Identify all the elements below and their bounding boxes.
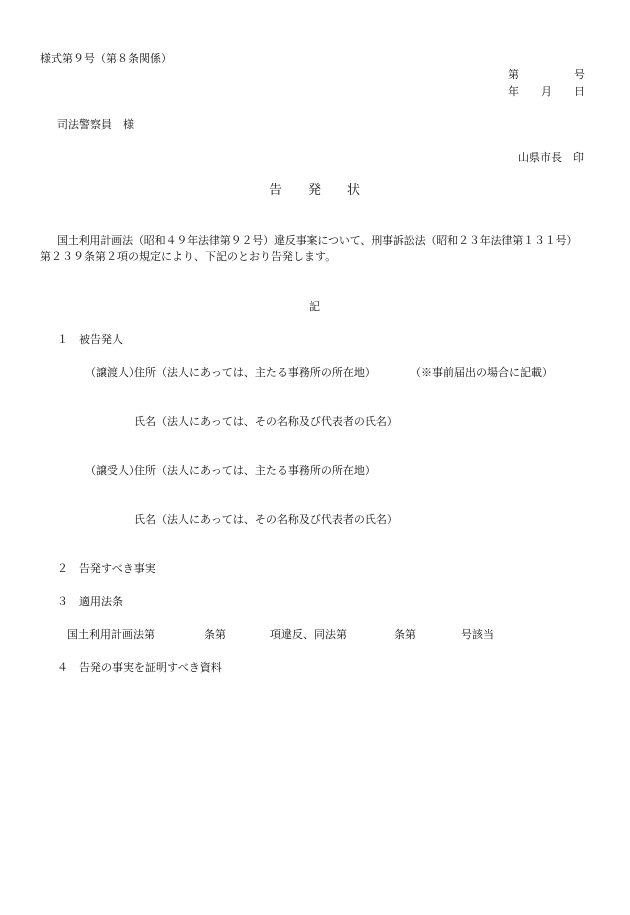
- ki-heading: 記: [309, 300, 320, 313]
- addressee: 司法警察員 様: [57, 118, 134, 131]
- issuer: 山県市長 印: [518, 151, 584, 164]
- transferor-address-label: 住所（法人にあっては、主たる事務所の所在地）: [134, 366, 376, 379]
- doc-number-prefix: 第: [508, 68, 519, 81]
- body-line-1: 国土利用計画法（昭和４９年法律第９２号）違反事案について、刑事訴訟法（昭和２３年法律第１３１号）: [57, 234, 578, 247]
- law-part-1: 国土利用計画法第: [67, 628, 155, 641]
- transferor-name-label: 氏名（法人にあっては、その名称及び代表者の氏名）: [134, 415, 398, 428]
- doc-number-suffix: 号: [574, 68, 585, 81]
- transferor-note: （※事前届出の場合に記載）: [410, 366, 553, 379]
- law-part-4: 条第: [394, 628, 416, 641]
- document-title: 告 発 状: [269, 183, 361, 198]
- section4-label: ４ 告発の事実を証明すべき資料: [57, 661, 222, 674]
- date-month: 月: [541, 85, 552, 98]
- transferee-name-label: 氏名（法人にあっては、その名称及び代表者の氏名）: [134, 513, 398, 526]
- section2-label: ２ 告発すべき事実: [57, 562, 156, 575]
- date-year: 年: [508, 85, 519, 98]
- section1-label: １ 被告発人: [57, 333, 123, 346]
- section3-label: ３ 適用法条: [57, 595, 123, 608]
- form-label: 様式第９号（第８条関係）: [40, 52, 172, 65]
- date-day: 日: [574, 85, 585, 98]
- transferee-address-label: 住所（法人にあっては、主たる事務所の所在地）: [134, 464, 376, 477]
- transferor-role: （譲渡人）: [85, 366, 140, 379]
- law-part-2: 条第: [204, 628, 226, 641]
- law-part-3: 項違反、同法第: [270, 628, 347, 641]
- body-line-2: 第２３９条第２項の規定により、下記のとおり告発します。: [40, 250, 337, 263]
- transferee-role: （譲受人）: [85, 464, 140, 477]
- law-part-5: 号該当: [461, 628, 494, 641]
